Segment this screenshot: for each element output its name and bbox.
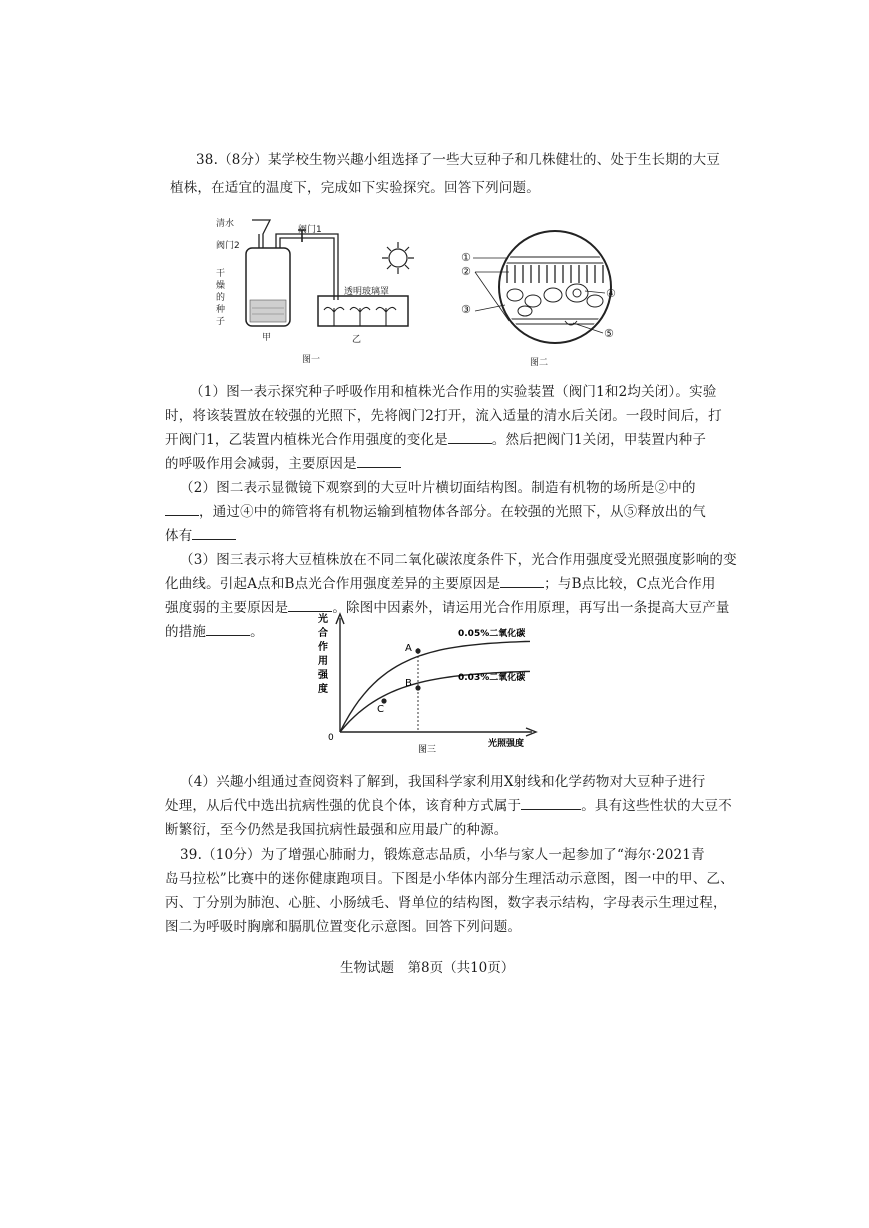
q38-p4-line2: 处理，从后代中选出抗病性强的优良个体，该育种方式属于 。具有这些性状的大豆不	[165, 798, 732, 814]
q38-intro-line2: 植株，在适宜的温度下，完成如下实验探究。回答下列问题。	[170, 180, 540, 196]
svg-text:光: 光	[318, 614, 328, 625]
q38-p2-line1: （2）图二表示显微镜下观察到的大豆叶片横切面结构图。制造有机物的场所是②中的	[180, 480, 696, 496]
point-b-label: B	[405, 678, 412, 689]
svg-text:作: 作	[318, 642, 328, 653]
fig2-caption: 图二	[530, 358, 549, 368]
q39-line2: 岛马拉松”比赛中的迷你健康跑项目。下图是小华体内部分生理活动示意图，图一中的甲、乙、	[165, 871, 734, 887]
series-label-low: 0.03%二氧化碳	[458, 673, 526, 683]
svg-text:合: 合	[318, 628, 328, 639]
q38-p4-line3: 断繁衍，至今仍然是我国抗病性最强和应用最广的种源。	[165, 822, 508, 838]
point-b	[415, 685, 420, 690]
q38-p3-line1: （3）图三表示将大豆植株放在不同二氧化碳浓度条件下，光合作用强度受光照强度影响的变	[180, 552, 737, 568]
figure-2-leaf-section	[455, 225, 625, 360]
q38-p3-line3: 强度弱的主要原因是 。除图中因素外，请运用光合作用原理，再写出一条提高大豆产量	[165, 600, 730, 616]
fig1-valve2-label: 阀门2	[216, 241, 240, 251]
q38-p2-line3: 体有	[165, 524, 236, 544]
fig1-yi-label: 乙	[352, 335, 362, 345]
point-c-label: C	[377, 704, 384, 715]
answer-blank-7[interactable]	[206, 623, 250, 636]
answer-blank-2[interactable]	[357, 455, 401, 468]
q39-line4: 图二为呼吸时胸廓和膈肌位置变化示意图。回答下列问题。	[165, 919, 522, 935]
point-a-label: A	[405, 643, 412, 654]
fig2-label-2: ②	[461, 265, 471, 278]
fig2-label-4: ④	[606, 287, 616, 300]
figure-3-chart	[300, 600, 570, 760]
point-a	[415, 648, 420, 653]
y-axis-label	[317, 612, 329, 695]
answer-blank-8[interactable]	[521, 797, 581, 810]
q38-p3-line4: 的措施 。	[165, 624, 264, 640]
series-line-high-co2	[340, 641, 530, 732]
page-footer: 生物试题 第8页（共10页）	[340, 960, 515, 976]
fig1-valve1-label: 阀门1	[298, 225, 322, 235]
q38-p2-line2: ，通过④中的筛管将有机物运输到植物体各部分。在较强的光照下，从⑤释放出的气	[165, 500, 706, 520]
fig1-water-label: 清水	[216, 219, 235, 229]
answer-blank-3[interactable]	[165, 503, 199, 516]
point-c	[381, 698, 386, 703]
x-axis-label: 光照强度	[488, 739, 525, 749]
q38-p1-line2: 时，将该装置放在较强的光照下，先将阀门2打开，流入适量的清水后关闭。一段时间后，打	[165, 408, 722, 424]
q39-line3: 丙、丁分别为肺泡、心脏、小肠绒毛、肾单位的结构图，数字表示结构，字母表示生理过程，	[165, 895, 727, 911]
q38-intro-line1: 38.（8分）某学校生物兴趣小组选择了一些大豆种子和几株健壮的、处于生长期的大豆	[196, 152, 721, 168]
answer-blank-4[interactable]	[192, 527, 236, 540]
fig2-label-1: ①	[461, 251, 471, 264]
q38-p4-line1: （4）兴趣小组通过查阅资料了解到，我国科学家利用X射线和化学药物对大豆种子进行	[180, 774, 706, 790]
answer-blank-5[interactable]	[500, 575, 544, 588]
q38-p3-line2: 化曲线。引起A点和B点光合作用强度差异的主要原因是 ；与B点比较，C点光合作用	[165, 576, 716, 592]
fig3-caption: 图三	[418, 745, 437, 755]
fig1-seeds-label: 干 燥 的 种 子	[216, 269, 226, 327]
fig1-jia-label: 甲	[262, 333, 272, 343]
svg-text:强: 强	[318, 670, 328, 681]
fig1-glass-cover-label: 透明玻璃罩	[344, 287, 390, 297]
fig2-label-5: ⑤	[604, 327, 614, 340]
series-label-high: 0.05%二氧化碳	[458, 629, 526, 639]
q39-line1: 39.（10分）为了增强心肺耐力，锻炼意志品质，小华与家人一起参加了“海尔·2021青	[180, 847, 705, 863]
q38-p1-line3: 开阀门1，乙装置内植株光合作用强度的变化是 。然后把阀门1关闭，甲装置内种子	[165, 432, 707, 448]
fig1-caption: 图一	[302, 355, 321, 365]
origin-label: 0	[328, 733, 334, 743]
svg-text:用: 用	[318, 656, 328, 667]
svg-text:度: 度	[318, 684, 328, 695]
q38-p1-line4: 的呼吸作用会减弱，主要原因是	[165, 452, 401, 472]
fig2-label-3: ③	[461, 303, 471, 316]
figure-1-apparatus	[210, 208, 450, 368]
answer-blank-1[interactable]	[448, 431, 492, 444]
q38-p1-line1: （1）图一表示探究种子呼吸作用和植株光合作用的实验装置（阀门1和2均关闭）。实验	[190, 384, 717, 400]
